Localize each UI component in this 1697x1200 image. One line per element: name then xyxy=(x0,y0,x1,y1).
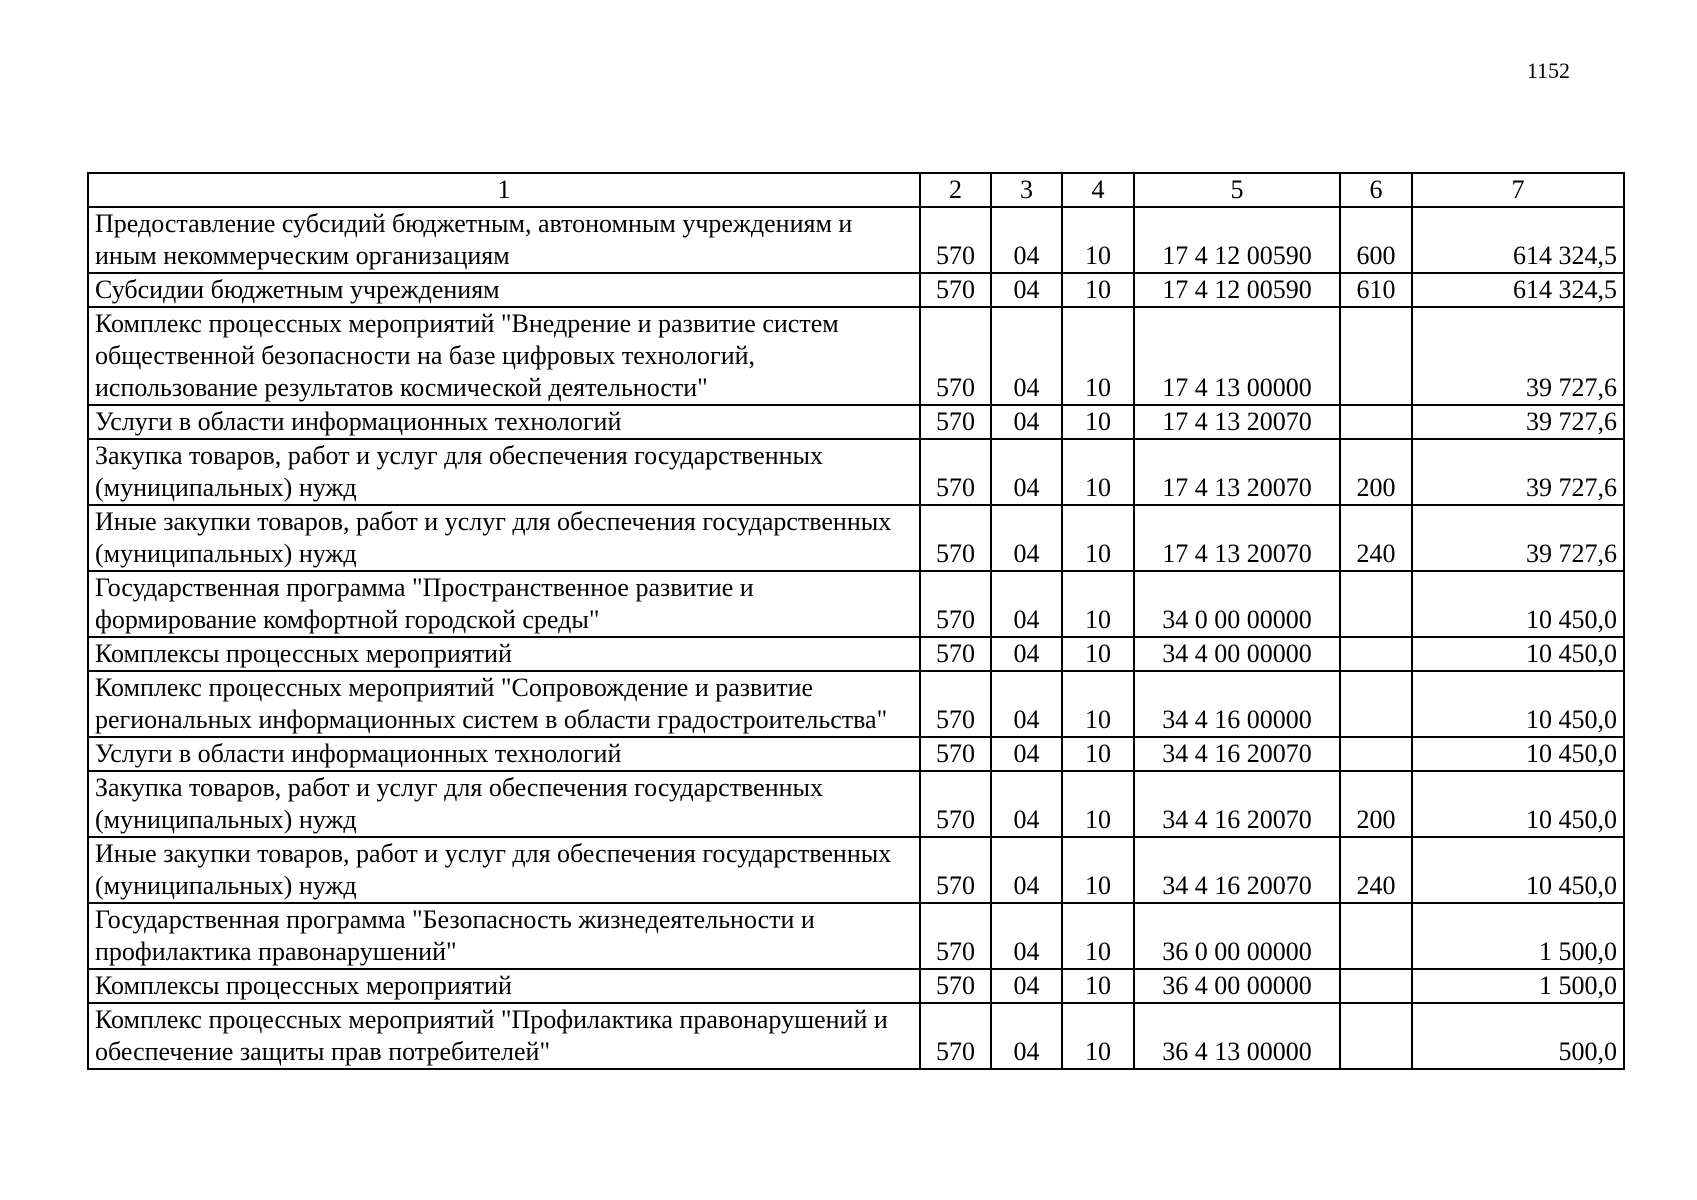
row-section-cell: 04 xyxy=(991,969,1062,1003)
table-row xyxy=(88,307,1624,405)
row-expense-type-cell: 200 xyxy=(1340,771,1412,837)
row-amount-cell: 614 324,5 xyxy=(1412,207,1624,273)
row-name-cell: Субсидии бюджетным учреждениям xyxy=(88,273,920,307)
row-name-cell: Государственная программа "Безопасность жизнедеятельности и профилактика правонарушений" xyxy=(88,903,920,969)
row-name-cell: Закупка товаров, работ и услуг для обеспечения государственных (муниципальных) нужд xyxy=(88,771,920,837)
row-name-cell: Комплексы процессных мероприятий xyxy=(88,969,920,1003)
row-target-article-cell: 36 4 13 00000 xyxy=(1134,1003,1340,1069)
row-ministry-code-cell: 570 xyxy=(920,1003,991,1069)
row-ministry-code-cell: 570 xyxy=(920,671,991,737)
row-amount-cell: 614 324,5 xyxy=(1412,273,1624,307)
row-name-cell: Государственная программа "Пространственное развитие и формирование комфортной городской среды" xyxy=(88,571,920,637)
row-section-cell: 04 xyxy=(991,771,1062,837)
column-header-6: 6 xyxy=(1340,173,1412,207)
row-ministry-code-cell: 570 xyxy=(920,439,991,505)
row-expense-type-cell xyxy=(1340,307,1412,405)
column-header-4: 4 xyxy=(1062,173,1134,207)
row-ministry-code-cell: 570 xyxy=(920,207,991,273)
row-amount-cell: 1 500,0 xyxy=(1412,903,1624,969)
row-expense-type-cell xyxy=(1340,637,1412,671)
column-header-7: 7 xyxy=(1412,173,1624,207)
table-row xyxy=(88,439,1624,505)
row-subsection-cell: 10 xyxy=(1062,771,1134,837)
row-expense-type-cell xyxy=(1340,1003,1412,1069)
table-row xyxy=(88,405,1624,439)
row-expense-type-cell xyxy=(1340,737,1412,771)
row-subsection-cell: 10 xyxy=(1062,307,1134,405)
row-subsection-cell: 10 xyxy=(1062,439,1134,505)
row-target-article-cell: 17 4 13 20070 xyxy=(1134,439,1340,505)
page-number: 1152 xyxy=(1526,58,1570,83)
row-amount-cell: 500,0 xyxy=(1412,1003,1624,1069)
row-section-cell: 04 xyxy=(991,405,1062,439)
row-expense-type-cell: 200 xyxy=(1340,439,1412,505)
row-subsection-cell: 10 xyxy=(1062,207,1134,273)
row-subsection-cell: 10 xyxy=(1062,571,1134,637)
row-section-cell: 04 xyxy=(991,207,1062,273)
table-row xyxy=(88,1003,1624,1069)
row-name-cell: Комплекс процессных мероприятий "Сопровождение и развитие региональных информационных систем в области градостроительства" xyxy=(88,671,920,737)
row-section-cell: 04 xyxy=(991,671,1062,737)
row-subsection-cell: 10 xyxy=(1062,737,1134,771)
row-target-article-cell: 17 4 12 00590 xyxy=(1134,207,1340,273)
column-header-3: 3 xyxy=(991,173,1062,207)
row-target-article-cell: 17 4 13 20070 xyxy=(1134,405,1340,439)
column-header-5: 5 xyxy=(1134,173,1340,207)
header-row xyxy=(88,173,1624,207)
table-row xyxy=(88,969,1624,1003)
row-target-article-cell: 34 4 16 20070 xyxy=(1134,837,1340,903)
row-name-cell: Комплексы процессных мероприятий xyxy=(88,637,920,671)
row-ministry-code-cell: 570 xyxy=(920,903,991,969)
row-section-cell: 04 xyxy=(991,637,1062,671)
row-subsection-cell: 10 xyxy=(1062,969,1134,1003)
row-expense-type-cell xyxy=(1340,903,1412,969)
row-target-article-cell: 34 4 16 20070 xyxy=(1134,771,1340,837)
row-amount-cell: 1 500,0 xyxy=(1412,969,1624,1003)
row-expense-type-cell: 240 xyxy=(1340,505,1412,571)
table-row xyxy=(88,771,1624,837)
row-subsection-cell: 10 xyxy=(1062,837,1134,903)
row-section-cell: 04 xyxy=(991,505,1062,571)
row-target-article-cell: 17 4 13 00000 xyxy=(1134,307,1340,405)
row-subsection-cell: 10 xyxy=(1062,405,1134,439)
table-row xyxy=(88,671,1624,737)
column-header-name: 1 xyxy=(88,173,920,207)
row-name-cell: Иные закупки товаров, работ и услуг для обеспечения государственных (муниципальных) нужд xyxy=(88,505,920,571)
row-section-cell: 04 xyxy=(991,571,1062,637)
table-row xyxy=(88,637,1624,671)
row-section-cell: 04 xyxy=(991,273,1062,307)
row-amount-cell: 10 450,0 xyxy=(1412,737,1624,771)
row-name-cell: Закупка товаров, работ и услуг для обеспечения государственных (муниципальных) нужд xyxy=(88,439,920,505)
row-subsection-cell: 10 xyxy=(1062,1003,1134,1069)
row-subsection-cell: 10 xyxy=(1062,273,1134,307)
table-row xyxy=(88,273,1624,307)
row-ministry-code-cell: 570 xyxy=(920,969,991,1003)
row-expense-type-cell xyxy=(1340,571,1412,637)
row-target-article-cell: 36 0 00 00000 xyxy=(1134,903,1340,969)
row-name-cell: Услуги в области информационных технологий xyxy=(88,737,920,771)
row-amount-cell: 10 450,0 xyxy=(1412,637,1624,671)
table-row xyxy=(88,903,1624,969)
row-target-article-cell: 34 4 00 00000 xyxy=(1134,637,1340,671)
row-amount-cell: 39 727,6 xyxy=(1412,307,1624,405)
row-subsection-cell: 10 xyxy=(1062,903,1134,969)
row-amount-cell: 39 727,6 xyxy=(1412,405,1624,439)
row-ministry-code-cell: 570 xyxy=(920,307,991,405)
row-name-cell: Иные закупки товаров, работ и услуг для обеспечения государственных (муниципальных) нужд xyxy=(88,837,920,903)
row-section-cell: 04 xyxy=(991,307,1062,405)
table-row xyxy=(88,837,1624,903)
row-ministry-code-cell: 570 xyxy=(920,505,991,571)
row-section-cell: 04 xyxy=(991,737,1062,771)
row-expense-type-cell: 240 xyxy=(1340,837,1412,903)
row-name-cell: Комплекс процессных мероприятий "Профилактика правонарушений и обеспечение защиты прав потребителей" xyxy=(88,1003,920,1069)
row-target-article-cell: 17 4 12 00590 xyxy=(1134,273,1340,307)
row-subsection-cell: 10 xyxy=(1062,505,1134,571)
row-section-cell: 04 xyxy=(991,903,1062,969)
budget-table xyxy=(87,172,1625,1070)
row-amount-cell: 39 727,6 xyxy=(1412,439,1624,505)
row-name-cell: Предоставление субсидий бюджетным, автономным учреждениям и иным некоммерческим организациям xyxy=(88,207,920,273)
row-ministry-code-cell: 570 xyxy=(920,571,991,637)
table-row xyxy=(88,571,1624,637)
row-expense-type-cell xyxy=(1340,671,1412,737)
row-name-cell: Услуги в области информационных технологий xyxy=(88,405,920,439)
row-ministry-code-cell: 570 xyxy=(920,837,991,903)
table-body xyxy=(88,207,1624,1069)
row-target-article-cell: 34 4 16 20070 xyxy=(1134,737,1340,771)
table-row xyxy=(88,737,1624,771)
row-target-article-cell: 36 4 00 00000 xyxy=(1134,969,1340,1003)
row-expense-type-cell: 600 xyxy=(1340,207,1412,273)
row-ministry-code-cell: 570 xyxy=(920,273,991,307)
row-target-article-cell: 34 0 00 00000 xyxy=(1134,571,1340,637)
row-expense-type-cell xyxy=(1340,969,1412,1003)
row-target-article-cell: 34 4 16 00000 xyxy=(1134,671,1340,737)
row-section-cell: 04 xyxy=(991,837,1062,903)
row-subsection-cell: 10 xyxy=(1062,671,1134,737)
row-ministry-code-cell: 570 xyxy=(920,637,991,671)
row-expense-type-cell xyxy=(1340,405,1412,439)
column-header-2: 2 xyxy=(920,173,991,207)
row-amount-cell: 10 450,0 xyxy=(1412,671,1624,737)
row-subsection-cell: 10 xyxy=(1062,637,1134,671)
table-row xyxy=(88,505,1624,571)
row-ministry-code-cell: 570 xyxy=(920,771,991,837)
row-ministry-code-cell: 570 xyxy=(920,405,991,439)
row-amount-cell: 10 450,0 xyxy=(1412,837,1624,903)
table-row xyxy=(88,207,1624,273)
row-ministry-code-cell: 570 xyxy=(920,737,991,771)
row-section-cell: 04 xyxy=(991,1003,1062,1069)
row-amount-cell: 10 450,0 xyxy=(1412,571,1624,637)
row-amount-cell: 10 450,0 xyxy=(1412,771,1624,837)
row-name-cell: Комплекс процессных мероприятий "Внедрение и развитие систем общественной безопасности на базе цифровых технологий, использование результатов космической деятельности" xyxy=(88,307,920,405)
row-section-cell: 04 xyxy=(991,439,1062,505)
row-target-article-cell: 17 4 13 20070 xyxy=(1134,505,1340,571)
row-amount-cell: 39 727,6 xyxy=(1412,505,1624,571)
row-expense-type-cell: 610 xyxy=(1340,273,1412,307)
